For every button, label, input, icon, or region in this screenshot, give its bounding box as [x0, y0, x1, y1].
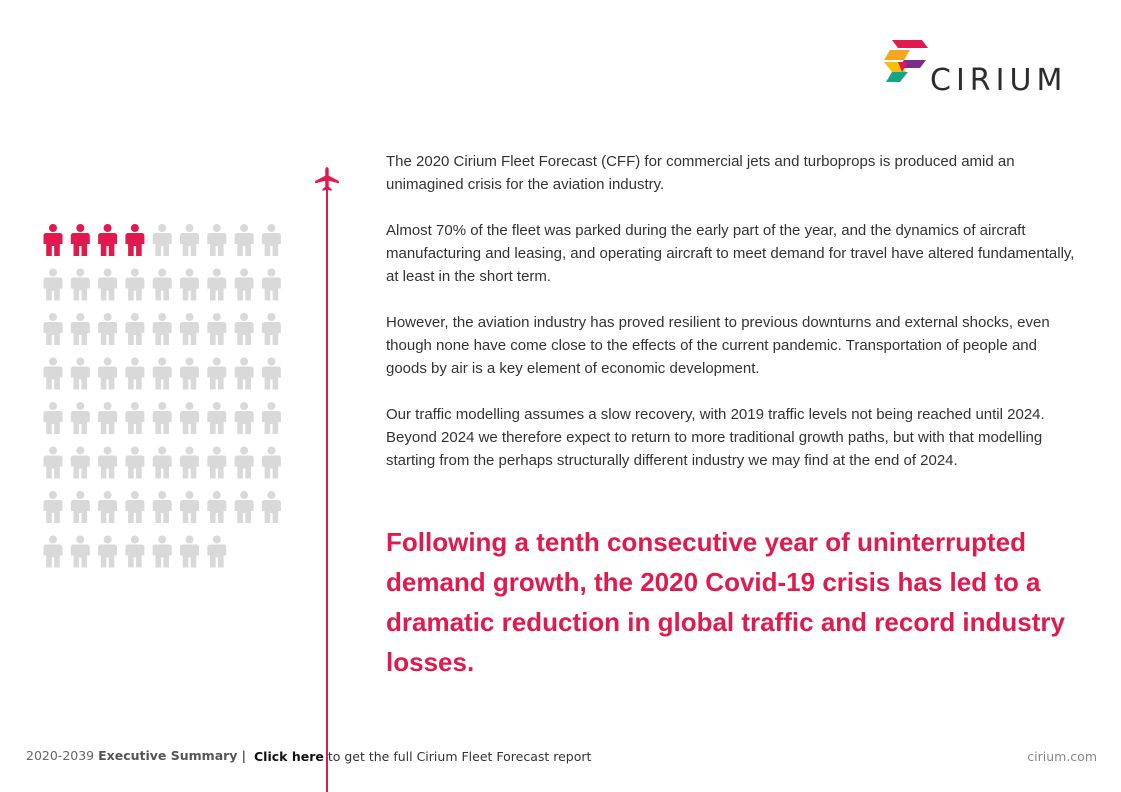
person-icon [235, 313, 254, 345]
person-icon [153, 491, 172, 523]
person-icon [71, 447, 90, 479]
person-icon [125, 358, 144, 390]
footer-site[interactable]: cirium.com [1027, 749, 1097, 764]
timeline-line [326, 185, 328, 792]
person-icon [71, 536, 90, 568]
person-icon [98, 491, 117, 523]
click-here-link[interactable]: Click here [254, 749, 324, 764]
person-icon [125, 402, 144, 434]
person-icon [180, 536, 199, 568]
paragraph: Almost 70% of the fleet was parked during the early part of the year, and the dynamics of aircraft manufacturing and leasing, and operating aircraft to meet demand for travel have altered fundamentally, at least in the short term. [386, 222, 1075, 285]
person-icon [207, 447, 226, 479]
person-icon [262, 269, 281, 301]
cirium-logo-mark-icon [882, 38, 930, 86]
person-icon [235, 269, 254, 301]
person-icon [98, 536, 117, 568]
person-icon [180, 447, 199, 479]
person-icon [262, 224, 281, 256]
person-icon [180, 313, 199, 345]
person-icon [235, 491, 254, 523]
person-icon [207, 402, 226, 434]
person-icon [98, 269, 117, 301]
person-icon [153, 358, 172, 390]
footer-summary-title: Executive Summary [98, 748, 238, 763]
person-icon [235, 402, 254, 434]
person-icon [44, 358, 63, 390]
paragraph: However, the aviation industry has proved resilient to previous downturns and external shocks, even though none have come close to the effects of the current pandemic. Transportation of people and goods by air is a key element of economic development. [386, 314, 1050, 377]
person-icon [44, 313, 63, 345]
highlight-statement: Following a tenth consecutive year of uninterrupted demand growth, the 2020 Covid-19 crisis has led to a dramatic reduction in global traffic and record industry losses. [386, 527, 1065, 677]
person-icon [153, 447, 172, 479]
person-icon [44, 536, 63, 568]
person-icon [125, 269, 144, 301]
person-icon [180, 491, 199, 523]
person-icon [153, 224, 172, 256]
person-icon [153, 269, 172, 301]
person-icon [71, 269, 90, 301]
person-icon [71, 491, 90, 523]
person-icon-highlighted [44, 224, 63, 256]
person-icon [125, 313, 144, 345]
person-icon [262, 491, 281, 523]
person-icon [44, 491, 63, 523]
person-icon [235, 224, 254, 256]
person-icon [44, 269, 63, 301]
person-icon-highlighted [98, 224, 117, 256]
person-icon [207, 224, 226, 256]
body-text [386, 150, 1076, 495]
cirium-wordmark: CIRIUM [930, 63, 1068, 98]
person-icon [262, 402, 281, 434]
paragraph: The 2020 Cirium Fleet Forecast (CFF) for commercial jets and turboprops is produced amid an unimagined crisis for the aviation industry. [386, 153, 1015, 193]
footer-report-link[interactable] [254, 749, 591, 764]
person-icon-highlighted [125, 224, 144, 256]
person-icon [125, 491, 144, 523]
people-pictogram [43, 224, 288, 585]
person-icon [98, 447, 117, 479]
person-icon [71, 313, 90, 345]
person-icon [180, 402, 199, 434]
person-icon [262, 358, 281, 390]
person-icon [207, 358, 226, 390]
person-icon [98, 313, 117, 345]
person-icon [207, 313, 226, 345]
footer-link-text: to get the full Cirium Fleet Forecast report [327, 749, 592, 764]
person-icon [153, 402, 172, 434]
person-icon-highlighted [71, 224, 90, 256]
person-icon [71, 358, 90, 390]
person-icon [125, 447, 144, 479]
person-icon [262, 447, 281, 479]
footer-doc-title [26, 748, 246, 763]
person-icon [125, 536, 144, 568]
paragraph: Our traffic modelling assumes a slow recovery, with 2019 traffic levels not being reached until 2024. Beyond 2024 we therefore expect to return to more traditional growth paths, but with that modelling starting from the perhaps structurally different industry we may find at the end of 2024. [386, 406, 1045, 469]
person-icon [180, 224, 199, 256]
person-icon [207, 269, 226, 301]
person-icon [98, 358, 117, 390]
person-icon [98, 402, 117, 434]
person-icon [71, 402, 90, 434]
person-icon [235, 358, 254, 390]
person-icon [207, 491, 226, 523]
person-icon [180, 358, 199, 390]
person-icon [262, 313, 281, 345]
footer-years: 2020-2039 [26, 748, 95, 763]
person-icon [207, 536, 226, 568]
person-icon [44, 447, 63, 479]
person-icon [180, 269, 199, 301]
cirium-logo [882, 38, 1074, 98]
person-icon [235, 447, 254, 479]
person-icon [153, 536, 172, 568]
footer-separator: | [241, 748, 247, 763]
person-icon [153, 313, 172, 345]
person-icon [44, 402, 63, 434]
